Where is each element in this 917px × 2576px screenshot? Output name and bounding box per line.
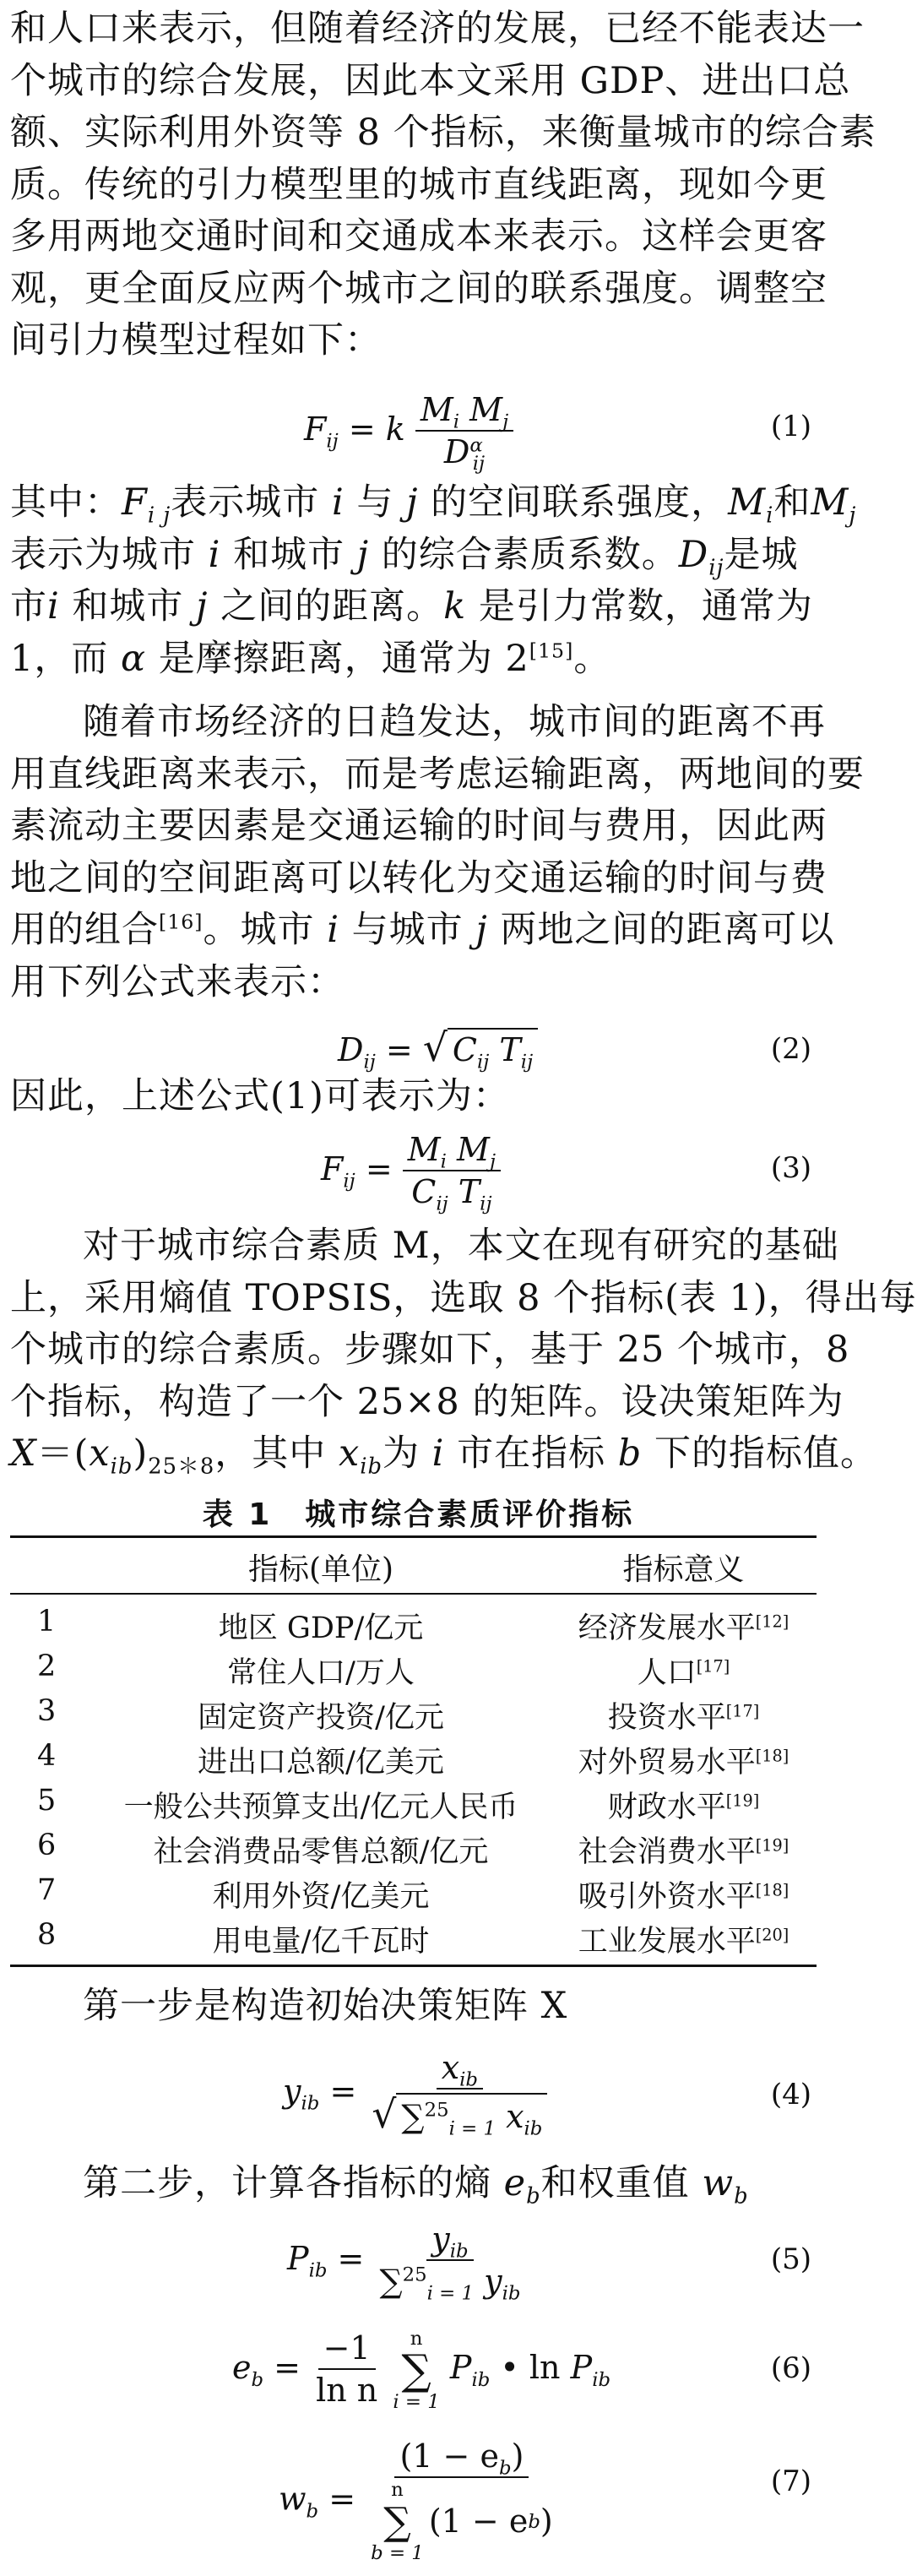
equation-2: $D_{ij}$ = √ $C_{ij}$ $T_{ij}$ (2)	[338, 1025, 811, 1073]
text-line: 个城市的综合发展，因此本文采用 GDP、进出口总	[10, 59, 851, 102]
text-line: 多用两地交通时间和交通成本来表示。这样会更客	[10, 215, 827, 258]
table-row: 2 常住人口/万人 人口[17]	[37, 1649, 730, 1690]
table-row: 3 固定资产投资/亿元 投资水平[17]	[37, 1694, 760, 1735]
table-header-rule	[10, 1593, 817, 1595]
column-header: 指标(单位)	[247, 1552, 394, 1587]
column-header: 指标意义	[622, 1552, 745, 1587]
paragraph-2: 随着市场经济的日趋发达，城市间的距离不再 用直线距离来表示，而是考虑运输距离，两地间的要 素流动主要因素是交通运输的时间与费用，因此两 地之间的空间距离可以转化为交通运输的时间与费 用的组合[16]。城市 i 与城市 j 两地之间的距离可以 用下列公式来表示：	[10, 701, 865, 1003]
equation-6: $e_b$ = $\frac{-1}{\text{ln n}}$ n ∑ i = 1 $P_{ib}$ • $\ln P_{ib}$ (6)	[232, 2328, 811, 2414]
equation-number: (1)	[770, 410, 811, 443]
step-1: 第一步是构造初始决策矩阵 X	[83, 1985, 568, 2027]
table-bottom-rule	[10, 1965, 817, 1967]
equation-number: (7)	[770, 2465, 811, 2498]
table-header-row	[10, 1546, 817, 1586]
table-row: 6 社会消费品零售总额/亿元 社会消费水平[19]	[37, 1829, 789, 1869]
text-line: 质。传统的引力模型里的城市直线距离，现如今更	[10, 163, 827, 206]
equation-number: (3)	[770, 1151, 811, 1185]
text-line: 观，更全面反应两个城市之间的联系强度。调整空	[10, 267, 827, 310]
table-row: 7 利用外资/亿美元 吸引外资水平[18]	[37, 1873, 789, 1914]
table-row: 8 用电量/亿千瓦时 工业发展水平[20]	[37, 1918, 789, 1959]
equation-7: $w_b$ = $(1 - e_b)$ n ∑ b = 1 (1 − e b ) (7)	[279, 2437, 811, 2564]
text-line: 额、实际利用外资等 8 个指标，来衡量城市的综合素	[10, 111, 876, 154]
table-row: 1 地区 GDP/亿元 经济发展水平[12]	[37, 1605, 789, 1645]
table-top-rule	[10, 1535, 817, 1538]
paragraph-3: 对于城市综合素质 M，本文在现有研究的基础 上，采用熵值 TOPSIS，选取 8 个指标(表 1)，得出每 个城市的综合素质。步骤如下，基于 25 个城市，8 个指标，构造了一个 25×8 的矩阵。设决策矩阵为 $X=(x_{ib})_{25*8}$，其中 $x_{ib}$为 i 市在指标 b 下的指标值。	[10, 1225, 917, 1480]
equation-number: (2)	[770, 1032, 811, 1066]
equation-4: $y_{ib}$ = $\frac{x_{ib}}{√ \sum^{25}_{i = 1} x_{ib}}$ (4)	[283, 2049, 811, 2140]
equation-3: $F_{ij}$ = $\frac{M_i M_j}{C_{ij} T_{ij}}$ (3)	[321, 1131, 811, 1215]
table-title: 表 1 城市综合素质评价指标	[202, 1497, 635, 1532]
equation-number: (4)	[770, 2078, 811, 2111]
equation-number: (6)	[770, 2351, 811, 2385]
text-line: 和人口来表示，但随着经济的发展，已经不能表达一	[10, 8, 865, 50]
transition-line: 因此，上述公式(1)可表示为：	[10, 1075, 510, 1117]
equation-number: (5)	[770, 2242, 811, 2276]
step-2: 第二步，计算各指标的熵 $e_b$和权重值 $w_b$	[83, 2162, 749, 2209]
intro-paragraph	[10, 3, 876, 367]
equation-1: $F_{ij} = k$ $\frac{M_i M_j}{D^\alpha_{ij}}$ (1)	[304, 391, 811, 476]
table-row: 5 一般公共预算支出/亿元人民币 财政水平[19]	[37, 1784, 760, 1824]
where-paragraph: 其中：$F_{i j}$表示城市 i 与 j 的空间联系强度，$M_i$和$M_j$ 表示为城市 i 和城市 j 的综合素质系数。$D_{ij}$是城 市i 和城市 j 之间的距离。k 是引力常数，通常为 1，而 α 是摩擦距离，通常为 2[15]。	[10, 481, 857, 680]
indicator-table	[10, 1535, 817, 1975]
text-line: 间引力模型过程如下：	[10, 319, 382, 361]
table-row: 4 进出口总额/亿美元 对外贸易水平[18]	[37, 1739, 789, 1780]
equation-5: $P_{ib}$ = $\frac{y_{ib}}{\sum^{25}_{i = 1} y_{ib}}$ (5)	[287, 2220, 811, 2305]
